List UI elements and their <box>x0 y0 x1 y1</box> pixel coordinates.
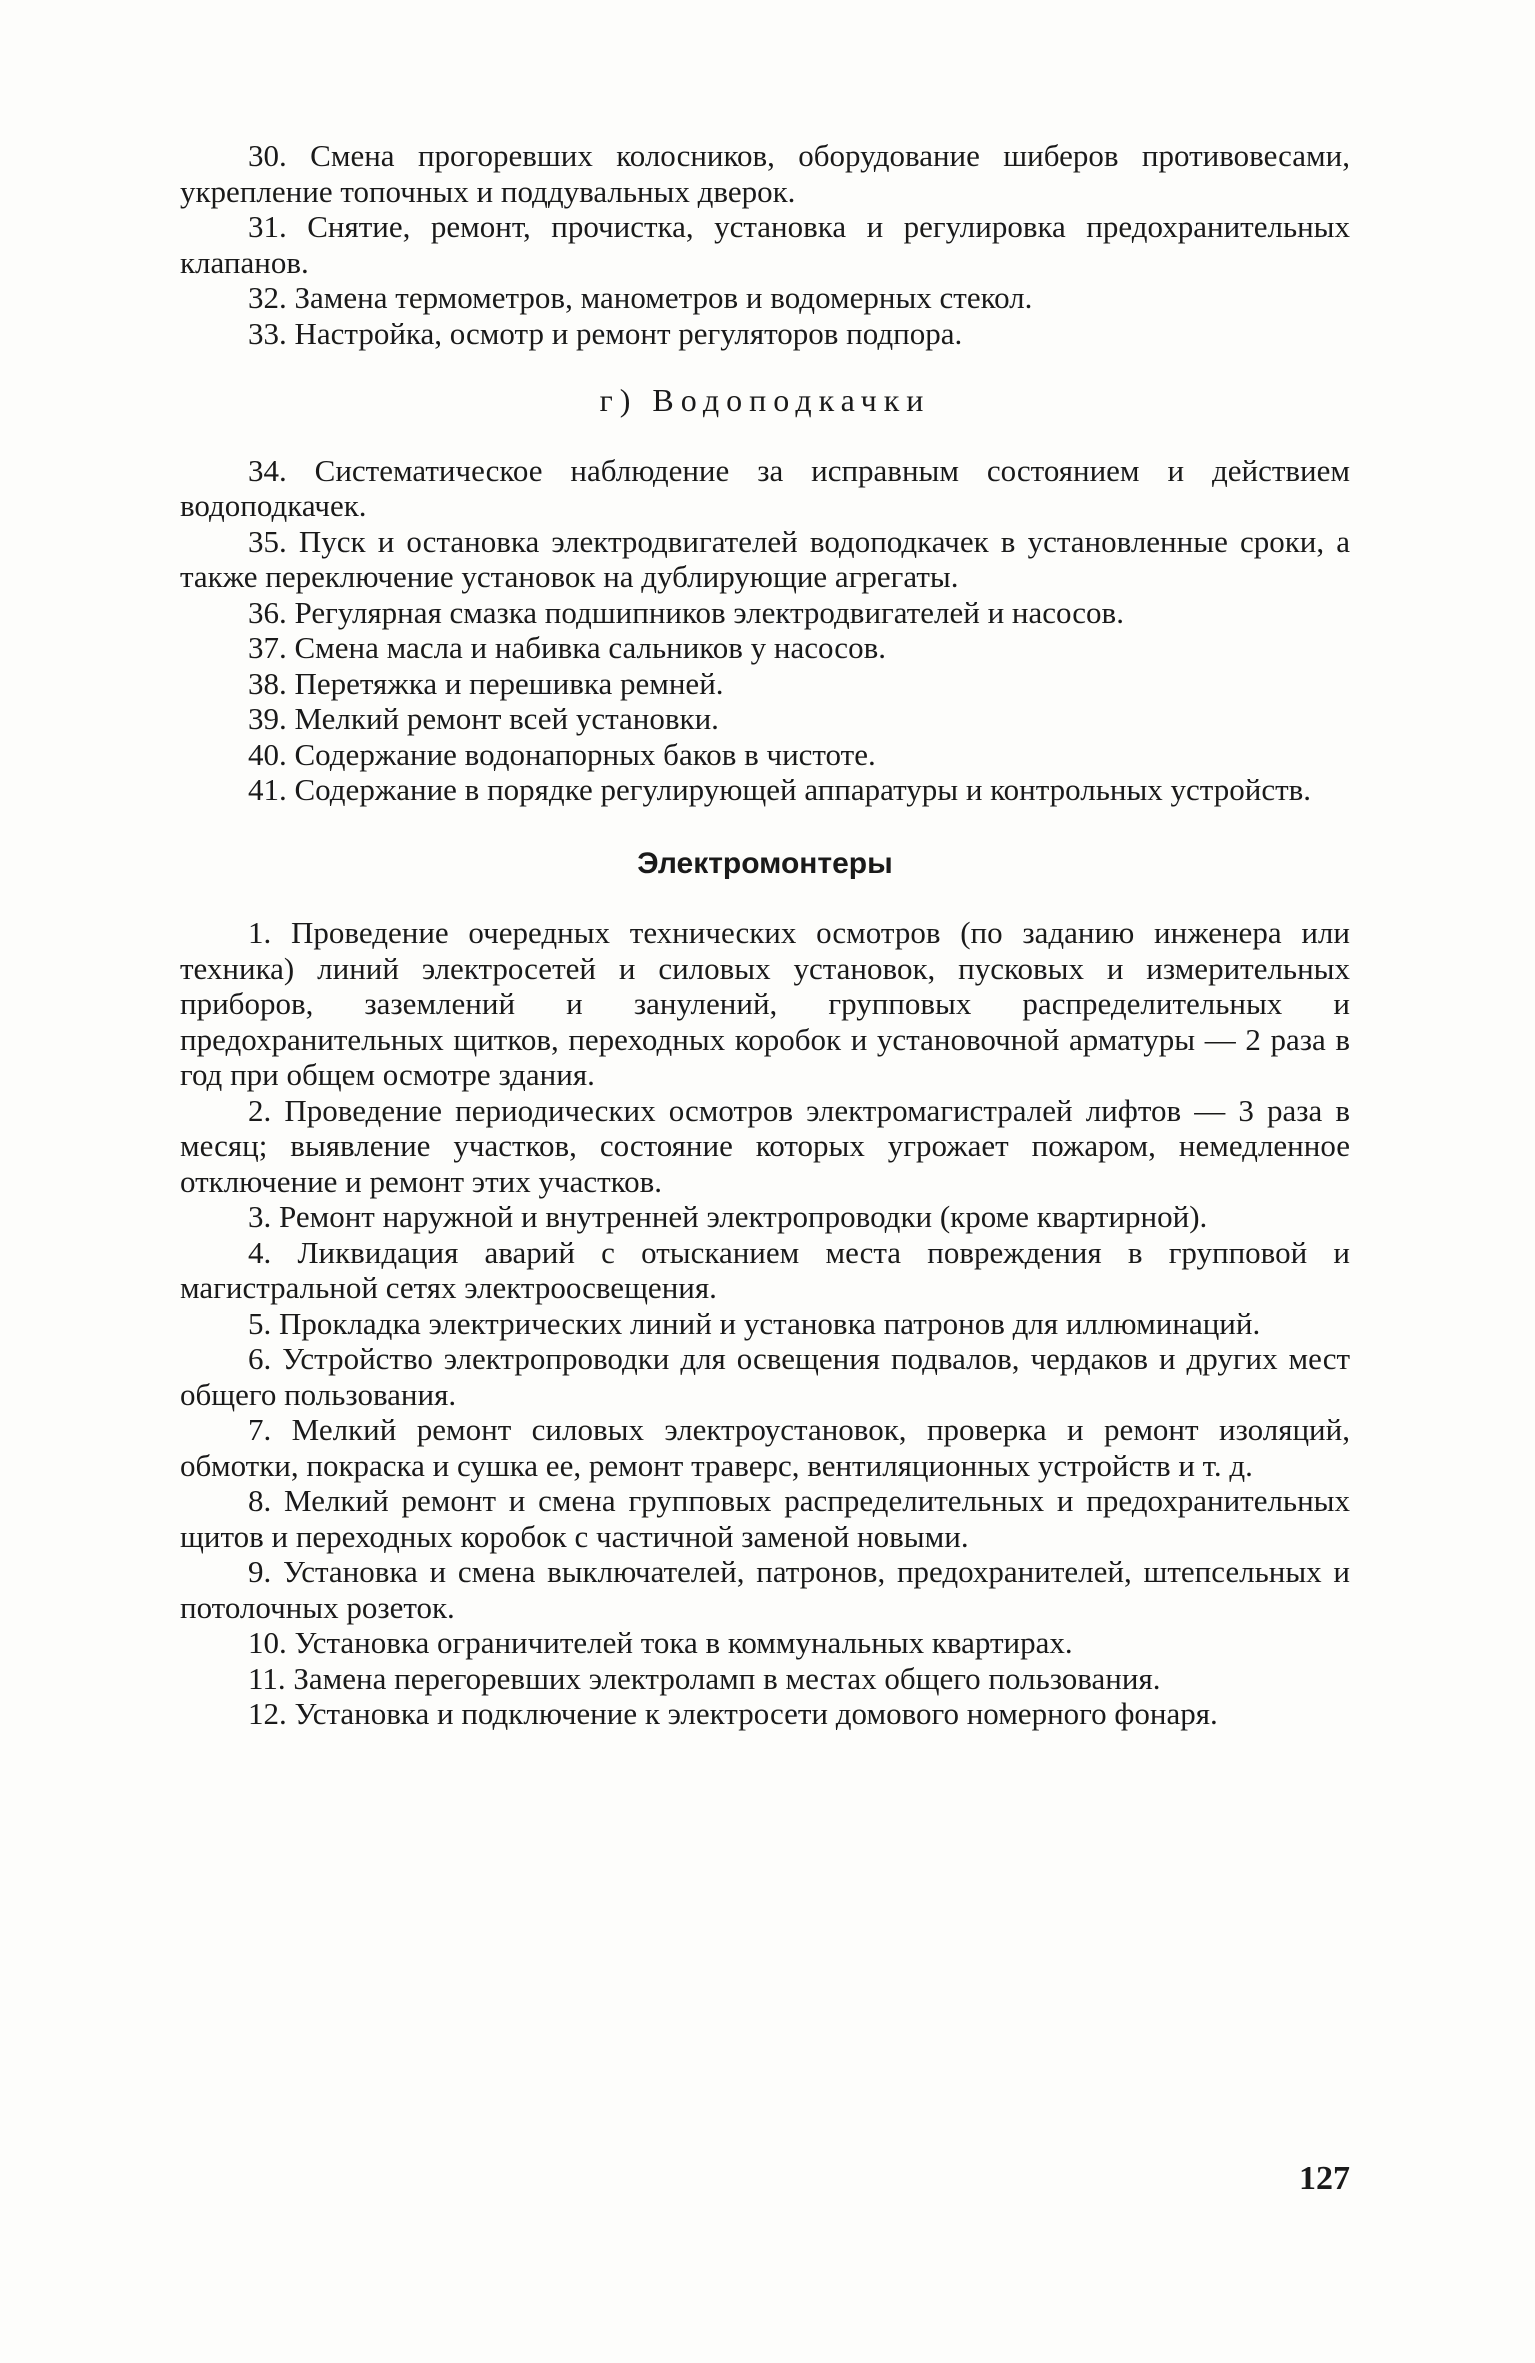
list-item: 34. Систематическое наблюдение за исправным состоянием и действием водоподкачек. <box>180 452 1350 523</box>
list-item: 1. Проведение очередных технических осмотров (по заданию инженера или техника) линий электросетей и силовых установок, пусковых и измерительных приборов, заземлений и занулений, групповых распределительных и предохранительных щитков, переходных коробок и установочной арматуры — 2 раза в год при общем осмотре здания. <box>180 915 1350 1092</box>
list-item: 32. Замена термометров, манометров и водомерных стекол. <box>248 280 1033 315</box>
list-item: 41. Содержание в порядке регулирующей аппаратуры и контрольных устройств. <box>248 772 1312 807</box>
list-item: 12. Установка и подключение к электросети домового номерного фонаря. <box>248 1696 1218 1731</box>
list-item: 3. Ремонт наружной и внутренней электропроводки (кроме квартирной). <box>248 1199 1208 1234</box>
list-item: 2. Проведение периодических осмотров электромагистралей лифтов — 3 раза в месяц; выявление участков, состояние которых угрожает пожаром, немедленное отключение и ремонт этих участков. <box>180 1092 1350 1199</box>
list-item: 37. Смена масла и набивка сальников у насосов. <box>248 630 886 665</box>
section-water-pumps <box>180 453 1350 808</box>
section-subheading: г) Водоподкачки <box>599 382 931 418</box>
list-item: 40. Содержание водонапорных баков в чистоте. <box>248 736 876 772</box>
list-item: 36. Регулярная смазка подшипников электродвигателей и насосов. <box>248 594 1124 630</box>
list-item: 9. Установка и смена выключателей, патронов, предохранителей, штепсельных и потолочных розеток. <box>180 1554 1350 1625</box>
list-item: 35. Пуск и остановка электродвигателей водоподкачек в установленные сроки, а также переключение установок на дублирующие агрегаты. <box>180 523 1350 594</box>
page-content <box>180 138 1350 1732</box>
list-item: 5. Прокладка электрических линий и установка патронов для иллюминаций. <box>248 1305 1261 1341</box>
list-item: 11. Замена перегоревших электроламп в местах общего пользования. <box>248 1660 1161 1696</box>
section-heading: Электромонтеры <box>637 846 893 880</box>
list-item: 6. Устройство электропроводки для освещения подвалов, чердаков и других мест общего пользования. <box>180 1341 1350 1412</box>
list-item: 38. Перетяжка и перешивка ремней. <box>248 665 724 701</box>
list-item: 39. Мелкий ремонт всей установки. <box>248 701 719 736</box>
list-item: 10. Установка ограничителей тока в коммунальных квартирах. <box>248 1625 1073 1660</box>
section-electricians <box>180 915 1350 1732</box>
list-item: 4. Ликвидация аварий с отысканием места повреждения в групповой и магистральной сетях электроосвещения. <box>180 1234 1350 1305</box>
list-item: 31. Снятие, ремонт, прочистка, установка и регулировка предохранительных клапанов. <box>180 209 1350 280</box>
list-item: 33. Настройка, осмотр и ремонт регуляторов подпора. <box>248 315 963 351</box>
list-item: 30. Смена прогоревших колосников, оборудование шиберов противовесами, укрепление топочных и поддувальных дверок. <box>180 138 1350 209</box>
section-boiler-items <box>180 138 1350 351</box>
page-number: 127 <box>1299 2160 1350 2197</box>
list-item: 8. Мелкий ремонт и смена групповых распределительных и предохранительных щитов и переходных коробок с частичной заменой новыми. <box>180 1483 1350 1554</box>
list-item: 7. Мелкий ремонт силовых электроустановок, проверка и ремонт изоляций, обмотки, покраска и сушка ее, ремонт траверс, вентиляционных устройств и т. д. <box>180 1412 1350 1483</box>
